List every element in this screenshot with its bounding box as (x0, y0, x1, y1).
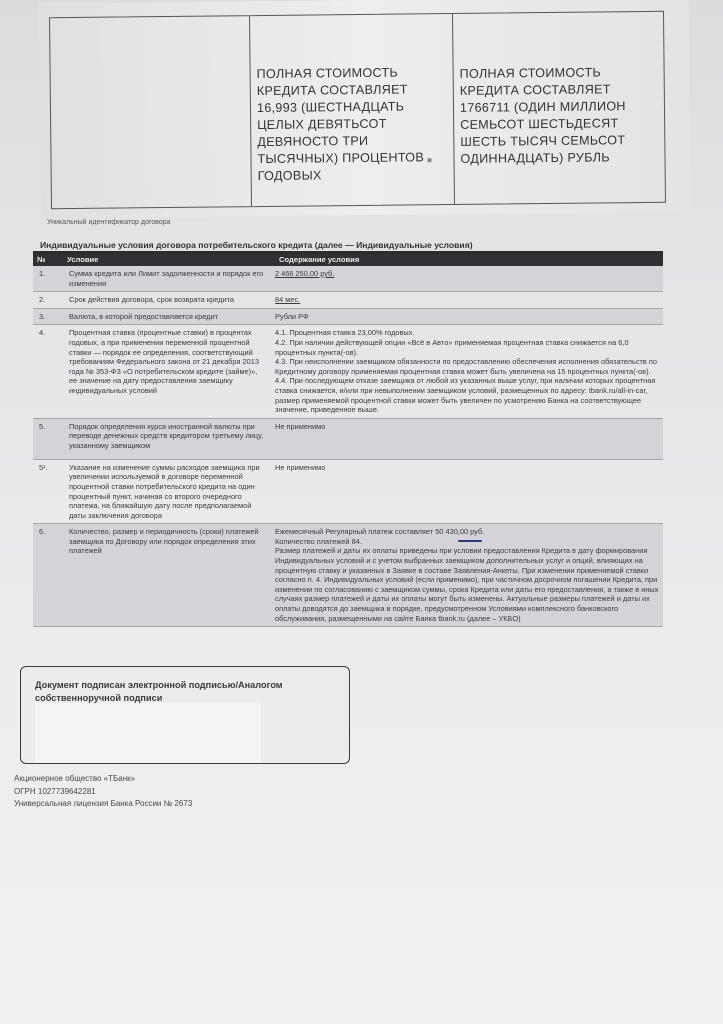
fx-value: Не применимо (275, 421, 326, 431)
row-term: Сумма кредита или Лимит задолженности и порядок его изменения (69, 269, 264, 288)
cost-cell-amount (453, 12, 665, 204)
pen-mark (458, 540, 482, 542)
license: Универсальная лицензия Банка России № 2673 (14, 799, 193, 809)
bank-footer (14, 773, 192, 811)
monthly-payment: Ежемесячный Регулярный платеж составляет 50 430,00 руб. (275, 527, 485, 537)
row-term: Порядок определения курса иностранной валюты при переводе денежных средств кредитором третьему лицу, указанному заемщиком (69, 421, 264, 450)
row-content (271, 460, 663, 524)
row-term: Валюта, в которой предоставляется кредит (69, 311, 219, 321)
row-num: 2. (39, 295, 46, 305)
row-term: Срок действия договора, срок возврата кредита (69, 295, 234, 305)
redacted-area (35, 703, 261, 763)
document-title: Индивидуальные условия договора потребительского кредита (далее — Индивидуальные условия) (40, 240, 473, 250)
row-term: Указание на изменение суммы расходов заемщика при увеличении используемой в договоре переменной процентной ставки потребительского кредита на один процентный пункт, начиная со второго очередного платежа, на ближайшую дату после предполагаемой даты заключения договора (69, 462, 260, 520)
ogrn: ОГРН 1027739642281 (14, 786, 96, 796)
table-row (33, 524, 663, 627)
header-num: № (37, 255, 46, 265)
row-num: 6. (39, 527, 46, 537)
currency-value: Рубли РФ (275, 311, 309, 321)
header-content: Содержание условия (279, 255, 360, 265)
row-num: 1. (39, 269, 46, 278)
row-num: 4. (39, 328, 46, 338)
total-cost-amount: ПОЛНАЯ СТОИМОСТЬ КРЕДИТА СОСТАВЛЯЕТ 1766711 (ОДИН МИЛЛИОН СЕМЬСОТ ШЕСТЬДЕСЯТ ШЕСТЬ ТЫСЯЧ СЕМЬСОТ ОДИННАДЦАТЬ) РУБЛЬ (459, 65, 626, 166)
rate-item: 4.1. Процентная ставка 23,00% годовых. (275, 328, 415, 338)
row-num: 3. (39, 311, 46, 321)
row-term: Процентная ставка (процентные ставки) в процентах годовых, а при применении переменной процентной ставки — порядок ее определения, соответствующий требованиям Федерального закона от 21 декабря 2013 года № 353-ФЗ «О потребительском кредите (займе)», ее значение на дату предоставления заемщику индивидуальных условий (69, 328, 259, 395)
payment-details: Размер платежей и даты их оплаты приведены при условии предоставления Кредита в дату формирования Индивидуальных условий и с учетом выбранных заемщиком дополнительных услуг и опций, влияющих на процентную ставку и указанных в Заявке в составе Заявления-Анкеты. При изменении применяемой ставки согласно п. 4. Индивидуальных условий (если применимо), при частичном досрочном погашении Кредита, при изменении по согласованию с заемщиком суммы, срока Кредита или даты его предоставления, а также в иных случаях размер платежей и даты их оплаты могут быть изменены. Актуальные размеры платежей и даты их оплаты доводятся до заемщика в порядке, предусмотренном Условиями комплексного банковского обслуживания, размещенными на сайте Банка tbank.ru (далее – УКБО) (275, 546, 659, 623)
loan-term: 84 мес. (275, 295, 301, 305)
loan-amount: 2 466 250,00 руб. (275, 269, 335, 278)
cost-cell-empty (50, 16, 252, 208)
expense-value: Не применимо (275, 462, 326, 472)
signature-box (20, 666, 350, 764)
table-row (33, 266, 663, 292)
row-content (271, 325, 663, 417)
signature-text: Документ подписан электронной подписью/Аналогом собственноручной подписи (35, 680, 283, 703)
terms-table-header (33, 254, 663, 266)
cost-cell-percent (250, 14, 455, 206)
rate-item: 4.3. При неисполнении заемщиком обязанности по предоставлению обеспечения исполнения обязательств по Кредитному договору применяемая процентная ставка может быть увеличена на 15 процентных пункта(-ов). (275, 357, 657, 376)
rate-item: 4.4. При последующем отказе заемщика от любой из указанных выше услуг, при наличии которых процентная ставка снижается, и/или при невыполнении заемщиком условий, размещенных по адресу: tbank.ru/all-in-car, размер применяемой процентной ставки может быть увеличен по усмотрению Банка на соответствующее значение, приведенное выше. (275, 376, 656, 415)
row-num: 5. (39, 421, 46, 431)
payment-count: Количество платежей 84. (275, 536, 362, 546)
unique-id-label: Уникальный идентификатор договора (47, 219, 171, 226)
table-row (33, 292, 663, 309)
terms-table (33, 251, 663, 627)
row-content (271, 309, 663, 325)
row-term: Количество, размер и периодичность (сроки) платежей заемщика по Договору или порядок определения этих платежей (69, 527, 259, 556)
row-content (271, 419, 663, 459)
row-content (271, 292, 663, 308)
header-term: Условие (67, 255, 99, 265)
table-row (33, 309, 663, 326)
total-cost-table (49, 11, 666, 209)
total-cost-percent: ПОЛНАЯ СТОИМОСТЬ КРЕДИТА СОСТАВЛЯЕТ 16,993 (ШЕСТНАДЦАТЬ ЦЕЛЫХ ДЕВЯТЬСОТ ДЕВЯНОСТО ТРИ ТЫСЯЧНЫХ) ПРОЦЕНТОВ ГОДОВЫХ (256, 65, 425, 184)
company-name: Акционерное общество «ТБанк» (14, 774, 136, 783)
table-row (33, 460, 663, 525)
rate-item: 4.2. При наличии действующей опции «Всё в Авто» применяемая процентная ставка снижается на 6,0 процентных пункта(-ов). (275, 337, 629, 357)
row-num: 5¹. (39, 462, 48, 472)
table-row (33, 419, 663, 460)
speck (428, 158, 432, 162)
table-row (33, 325, 663, 418)
row-content (271, 266, 663, 291)
